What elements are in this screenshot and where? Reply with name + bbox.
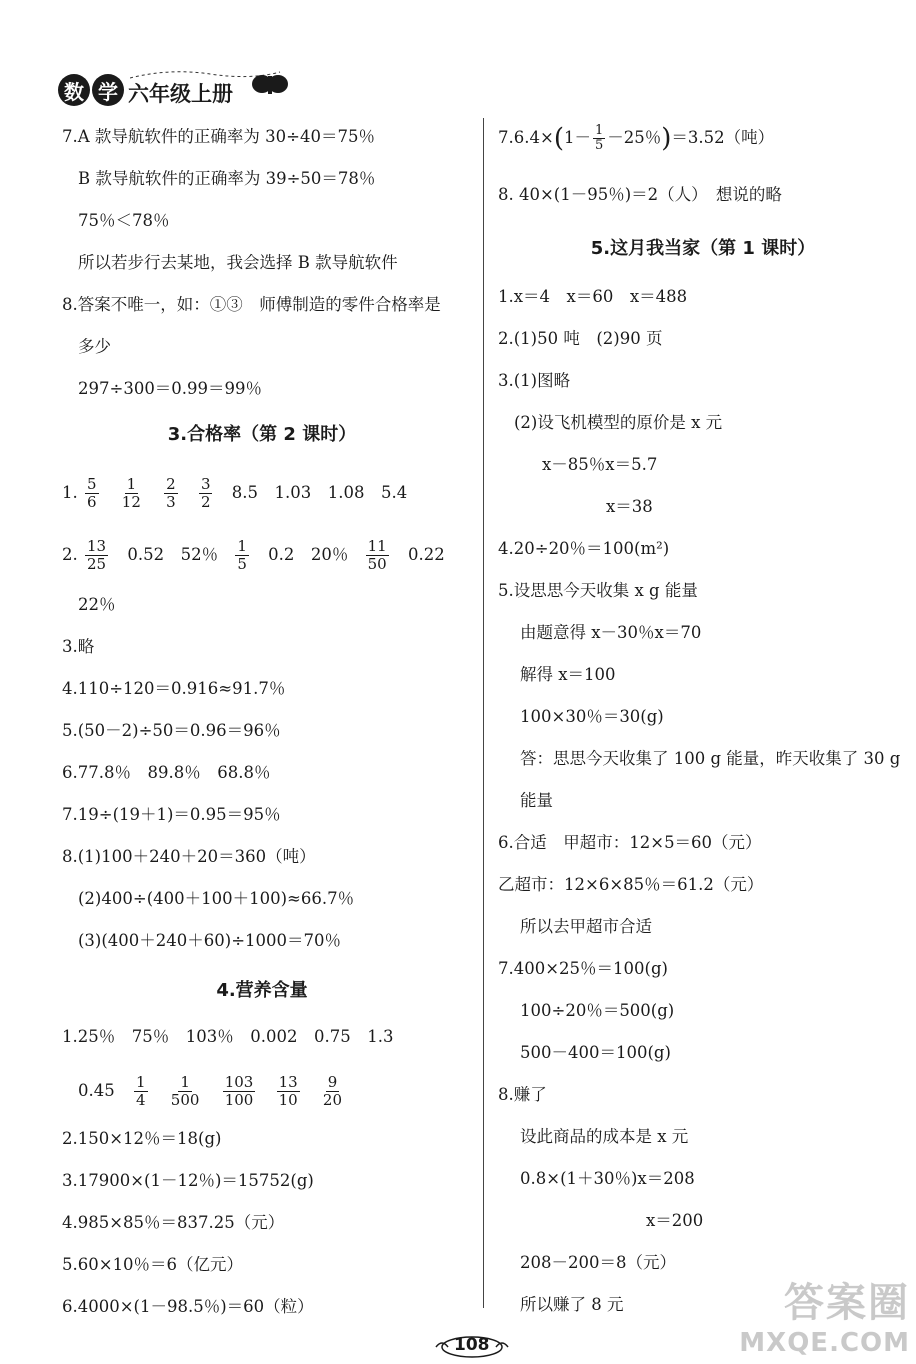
- watermark: [739, 1271, 910, 1358]
- answer-line: 3.17900×(1－12％)＝15752(g): [62, 1171, 314, 1190]
- answer-line: 4.110÷120＝0.916≈91.7％: [62, 679, 286, 698]
- answer-line: 6.77.8％ 89.8％ 68.8％: [62, 763, 271, 782]
- answer-line: 2.(1)50 吨 (2)90 页: [498, 329, 663, 348]
- answer-line: 297÷300＝0.99＝99％: [78, 379, 263, 398]
- watermark-url: MXQE.COM: [739, 1328, 910, 1358]
- left-paren-icon: (: [553, 123, 564, 154]
- answer-line: 答：思思今天收集了 100 g 能量，昨天收集了 30 g: [520, 749, 901, 768]
- answer-line: 5.60×10％＝6（亿元）: [62, 1255, 244, 1274]
- answer-line: 6.合适 甲超市：12×5＝60（元）: [498, 833, 762, 852]
- answer-line: 5.(50－2)÷50＝0.96＝96％: [62, 721, 281, 740]
- fraction: $\frac{13}{25}$: [87, 537, 107, 573]
- section-heading: 4.营养含量: [216, 980, 308, 1001]
- answer-line: 4.985×85％＝837.25（元）: [62, 1213, 285, 1232]
- book-header: [58, 66, 298, 112]
- answer-values: 1－: [563, 128, 591, 147]
- answer-line: 设此商品的成本是 x 元: [520, 1127, 689, 1146]
- section-heading: 3.合格率（第 2 课时）: [167, 424, 357, 445]
- fraction: $\frac{1}{4}$: [136, 1073, 146, 1109]
- answer-line: 多少: [78, 337, 111, 356]
- answer-line: 8.答案不唯一，如：①③ 师傅制造的零件合格率是: [62, 295, 441, 314]
- answer-line: 所以若步行去某地，我会选择 B 款导航软件: [78, 253, 398, 272]
- answer-line: 3.略: [62, 637, 95, 656]
- answer-line: 0.8×(1＋30％)x＝208: [520, 1169, 695, 1188]
- answer-values: 0.52 52％: [127, 545, 219, 564]
- fraction: $\frac{1}{500}$: [170, 1073, 200, 1109]
- answer-values: 0.22: [407, 545, 445, 564]
- answer-line: 能量: [520, 791, 553, 810]
- answer-values: －25％: [607, 128, 662, 147]
- answer-line: 8. 40×(1－95％)＝2（人） 想说的略: [498, 185, 782, 204]
- answer-line: 1.x＝4 x＝60 x＝488: [498, 287, 688, 306]
- answer-values: 7.6.4×: [498, 128, 554, 147]
- answer-line: 2.150×12％＝18(g): [62, 1129, 222, 1148]
- fraction: $\frac{3}{2}$: [200, 475, 211, 511]
- item-number: 2.: [62, 545, 78, 564]
- answer-line: 8.赚了: [498, 1085, 547, 1104]
- answer-line: 所以赚了 8 元: [520, 1295, 624, 1314]
- answer-line: 由题意得 x－30％x＝70: [520, 623, 702, 642]
- answer-line: (2)400÷(400＋100＋100)≈66.7％: [78, 889, 355, 908]
- answer-line: 6.4000×(1－98.5％)＝60（粒）: [62, 1297, 314, 1316]
- answer-line: 7.400×25％＝100(g): [498, 959, 668, 978]
- watermark-logo-text: 答案圈: [784, 1280, 910, 1326]
- answer-line: 3.(1)图略: [498, 371, 571, 390]
- page-number: 108: [454, 1335, 490, 1355]
- right-paren-icon: ): [661, 123, 672, 154]
- answer-line: 解得 x＝100: [520, 665, 616, 684]
- fraction: $\frac{9}{20}$: [322, 1073, 343, 1109]
- answer-line: 所以去甲超市合适: [520, 917, 652, 936]
- answer-line-fractions: [62, 538, 445, 573]
- answer-line: 7.A 款导航软件的正确率为 30÷40＝75％: [62, 127, 375, 146]
- answer-line-fractions: [62, 476, 407, 511]
- answer-line: 208－200＝8（元）: [520, 1253, 676, 1272]
- fraction: $\frac{11}{50}$: [367, 537, 387, 573]
- answer-line: 5.设思思今天收集 x g 能量: [498, 581, 698, 600]
- grade-title: 六年级上册: [128, 82, 233, 106]
- answer-values: 8.5 1.03 1.08 5.4: [231, 483, 408, 502]
- answer-line: x－85％x＝5.7: [542, 455, 658, 474]
- answer-values: 0.2 20％: [268, 545, 349, 564]
- answer-line: x＝200: [646, 1211, 704, 1230]
- answer-line: 500－400＝100(g): [520, 1043, 671, 1062]
- fraction: $\frac{1}{5}$: [237, 537, 247, 573]
- answer-line-fractions: [78, 1074, 358, 1109]
- answer-line: 22％: [78, 595, 116, 614]
- answer-line: x＝38: [606, 497, 653, 516]
- answer-line: 75％＜78％: [78, 211, 170, 230]
- fraction: $\frac{13}{10}$: [278, 1073, 298, 1109]
- answer-line: B 款导航软件的正确率为 39÷50＝78％: [78, 169, 376, 188]
- answer-line: (3)(400＋240＋60)÷1000＝70％: [78, 931, 342, 950]
- answer-values: 0.45: [78, 1081, 115, 1100]
- butterfly-icon: [250, 70, 290, 100]
- answer-line: 4.20÷20％＝100(m²): [498, 539, 670, 558]
- answer-line: (2)设飞机模型的原价是 x 元: [514, 413, 723, 432]
- section-heading: 5.这月我当家（第 1 课时）: [590, 238, 816, 259]
- subject-badge-1: 数: [58, 74, 90, 106]
- answer-line: 乙超市：12×6×85％＝61.2（元）: [498, 875, 764, 894]
- answer-line: 8.(1)100＋240＋20＝360（吨）: [62, 847, 316, 866]
- fraction: $\frac{1}{5}$: [594, 123, 604, 153]
- fraction: $\frac{5}{6}$: [87, 475, 97, 511]
- answer-values: ＝3.52（吨）: [671, 128, 775, 147]
- fraction: $\frac{103}{100}$: [224, 1073, 254, 1109]
- fraction: $\frac{1}{12}$: [121, 475, 141, 511]
- item-number: 1.: [62, 483, 78, 502]
- subject-badge-2: 学: [92, 74, 124, 106]
- answer-line: 100×30％＝30(g): [520, 707, 664, 726]
- answer-line: 100÷20％＝500(g): [520, 1001, 675, 1020]
- answer-line: 1.25％ 75％ 103％ 0.002 0.75 1.3: [62, 1027, 394, 1046]
- fraction: $\frac{2}{3}$: [166, 475, 176, 511]
- answer-line: 7.19÷(19＋1)＝0.95＝95％: [62, 805, 281, 824]
- answer-line-fractions: [498, 124, 774, 153]
- column-divider: [483, 118, 484, 1308]
- page-footer: [432, 1333, 512, 1359]
